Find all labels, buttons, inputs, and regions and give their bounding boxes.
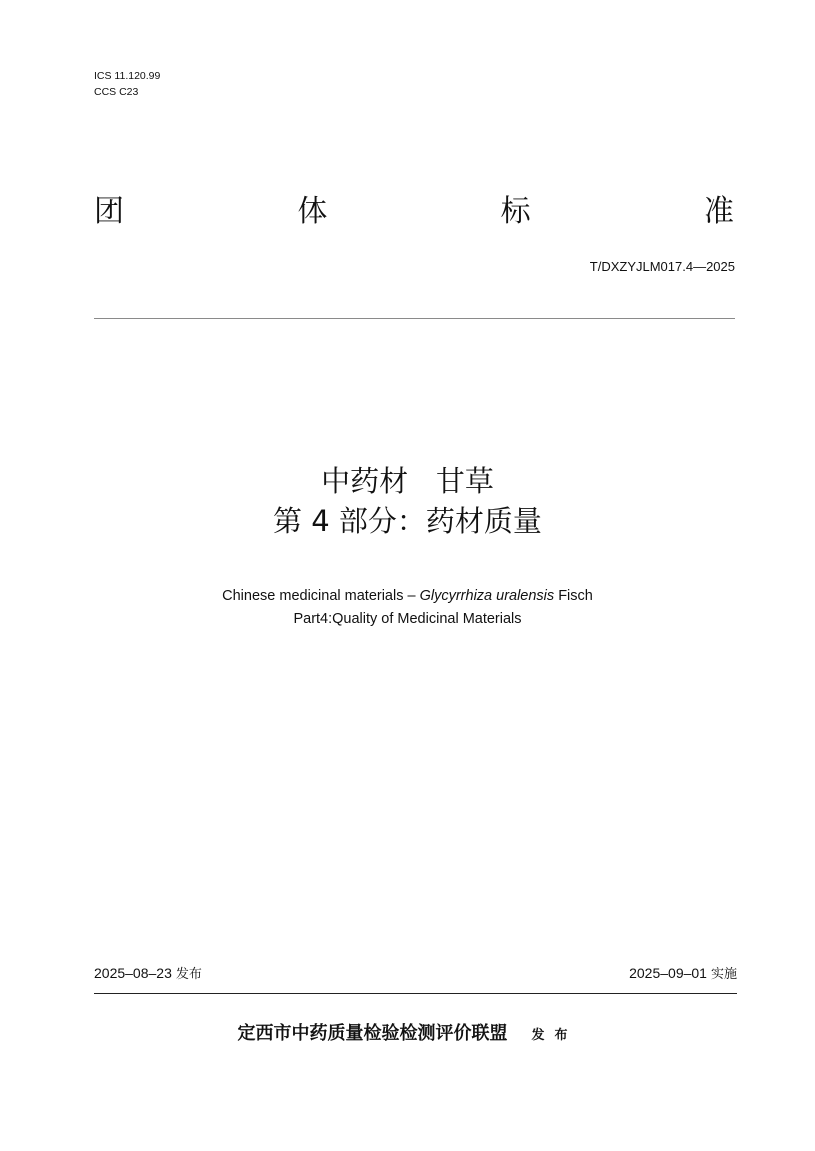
standard-type-char: 准 bbox=[703, 194, 734, 229]
chinese-title-line-2: 第 4 部分：药材质量 bbox=[273, 504, 542, 538]
latin-species-name: Glycyrrhiza uralensis bbox=[419, 588, 555, 604]
classification-codes bbox=[94, 68, 160, 100]
english-title-line-2: Part4:Quality of Medicinal Materials bbox=[293, 611, 522, 627]
top-divider bbox=[94, 318, 735, 319]
issue-date: 2025–08–23 bbox=[94, 965, 172, 981]
ics-code: ICS 11.120.99 bbox=[94, 70, 161, 82]
publisher-line bbox=[0, 1019, 815, 1045]
implementation-label: 实施 bbox=[710, 967, 737, 982]
standard-type-heading bbox=[94, 192, 734, 232]
standard-type-char: 团 bbox=[94, 194, 124, 229]
chinese-title-line-1: 中药材 甘草 bbox=[321, 464, 494, 498]
implementation-date-block bbox=[629, 963, 737, 982]
standard-type-char: 体 bbox=[297, 194, 328, 229]
issue-label: 发布 bbox=[175, 967, 202, 982]
issue-date-block bbox=[94, 963, 202, 982]
standard-number: T/DXZYJLM017.4—2025 bbox=[589, 259, 735, 274]
publisher-name: 定西市中药质量检验检测评价联盟 bbox=[237, 1023, 508, 1044]
standard-type-char: 标 bbox=[500, 194, 531, 229]
english-title-prefix: Chinese medicinal materials – bbox=[222, 588, 420, 604]
publish-label: 发布 bbox=[531, 1028, 578, 1043]
implementation-date: 2025–09–01 bbox=[629, 965, 707, 981]
english-title-suffix: Fisch bbox=[554, 588, 593, 604]
english-title-line-1 bbox=[0, 586, 815, 606]
ccs-code: CCS C23 bbox=[94, 86, 139, 98]
bottom-divider bbox=[94, 993, 737, 994]
